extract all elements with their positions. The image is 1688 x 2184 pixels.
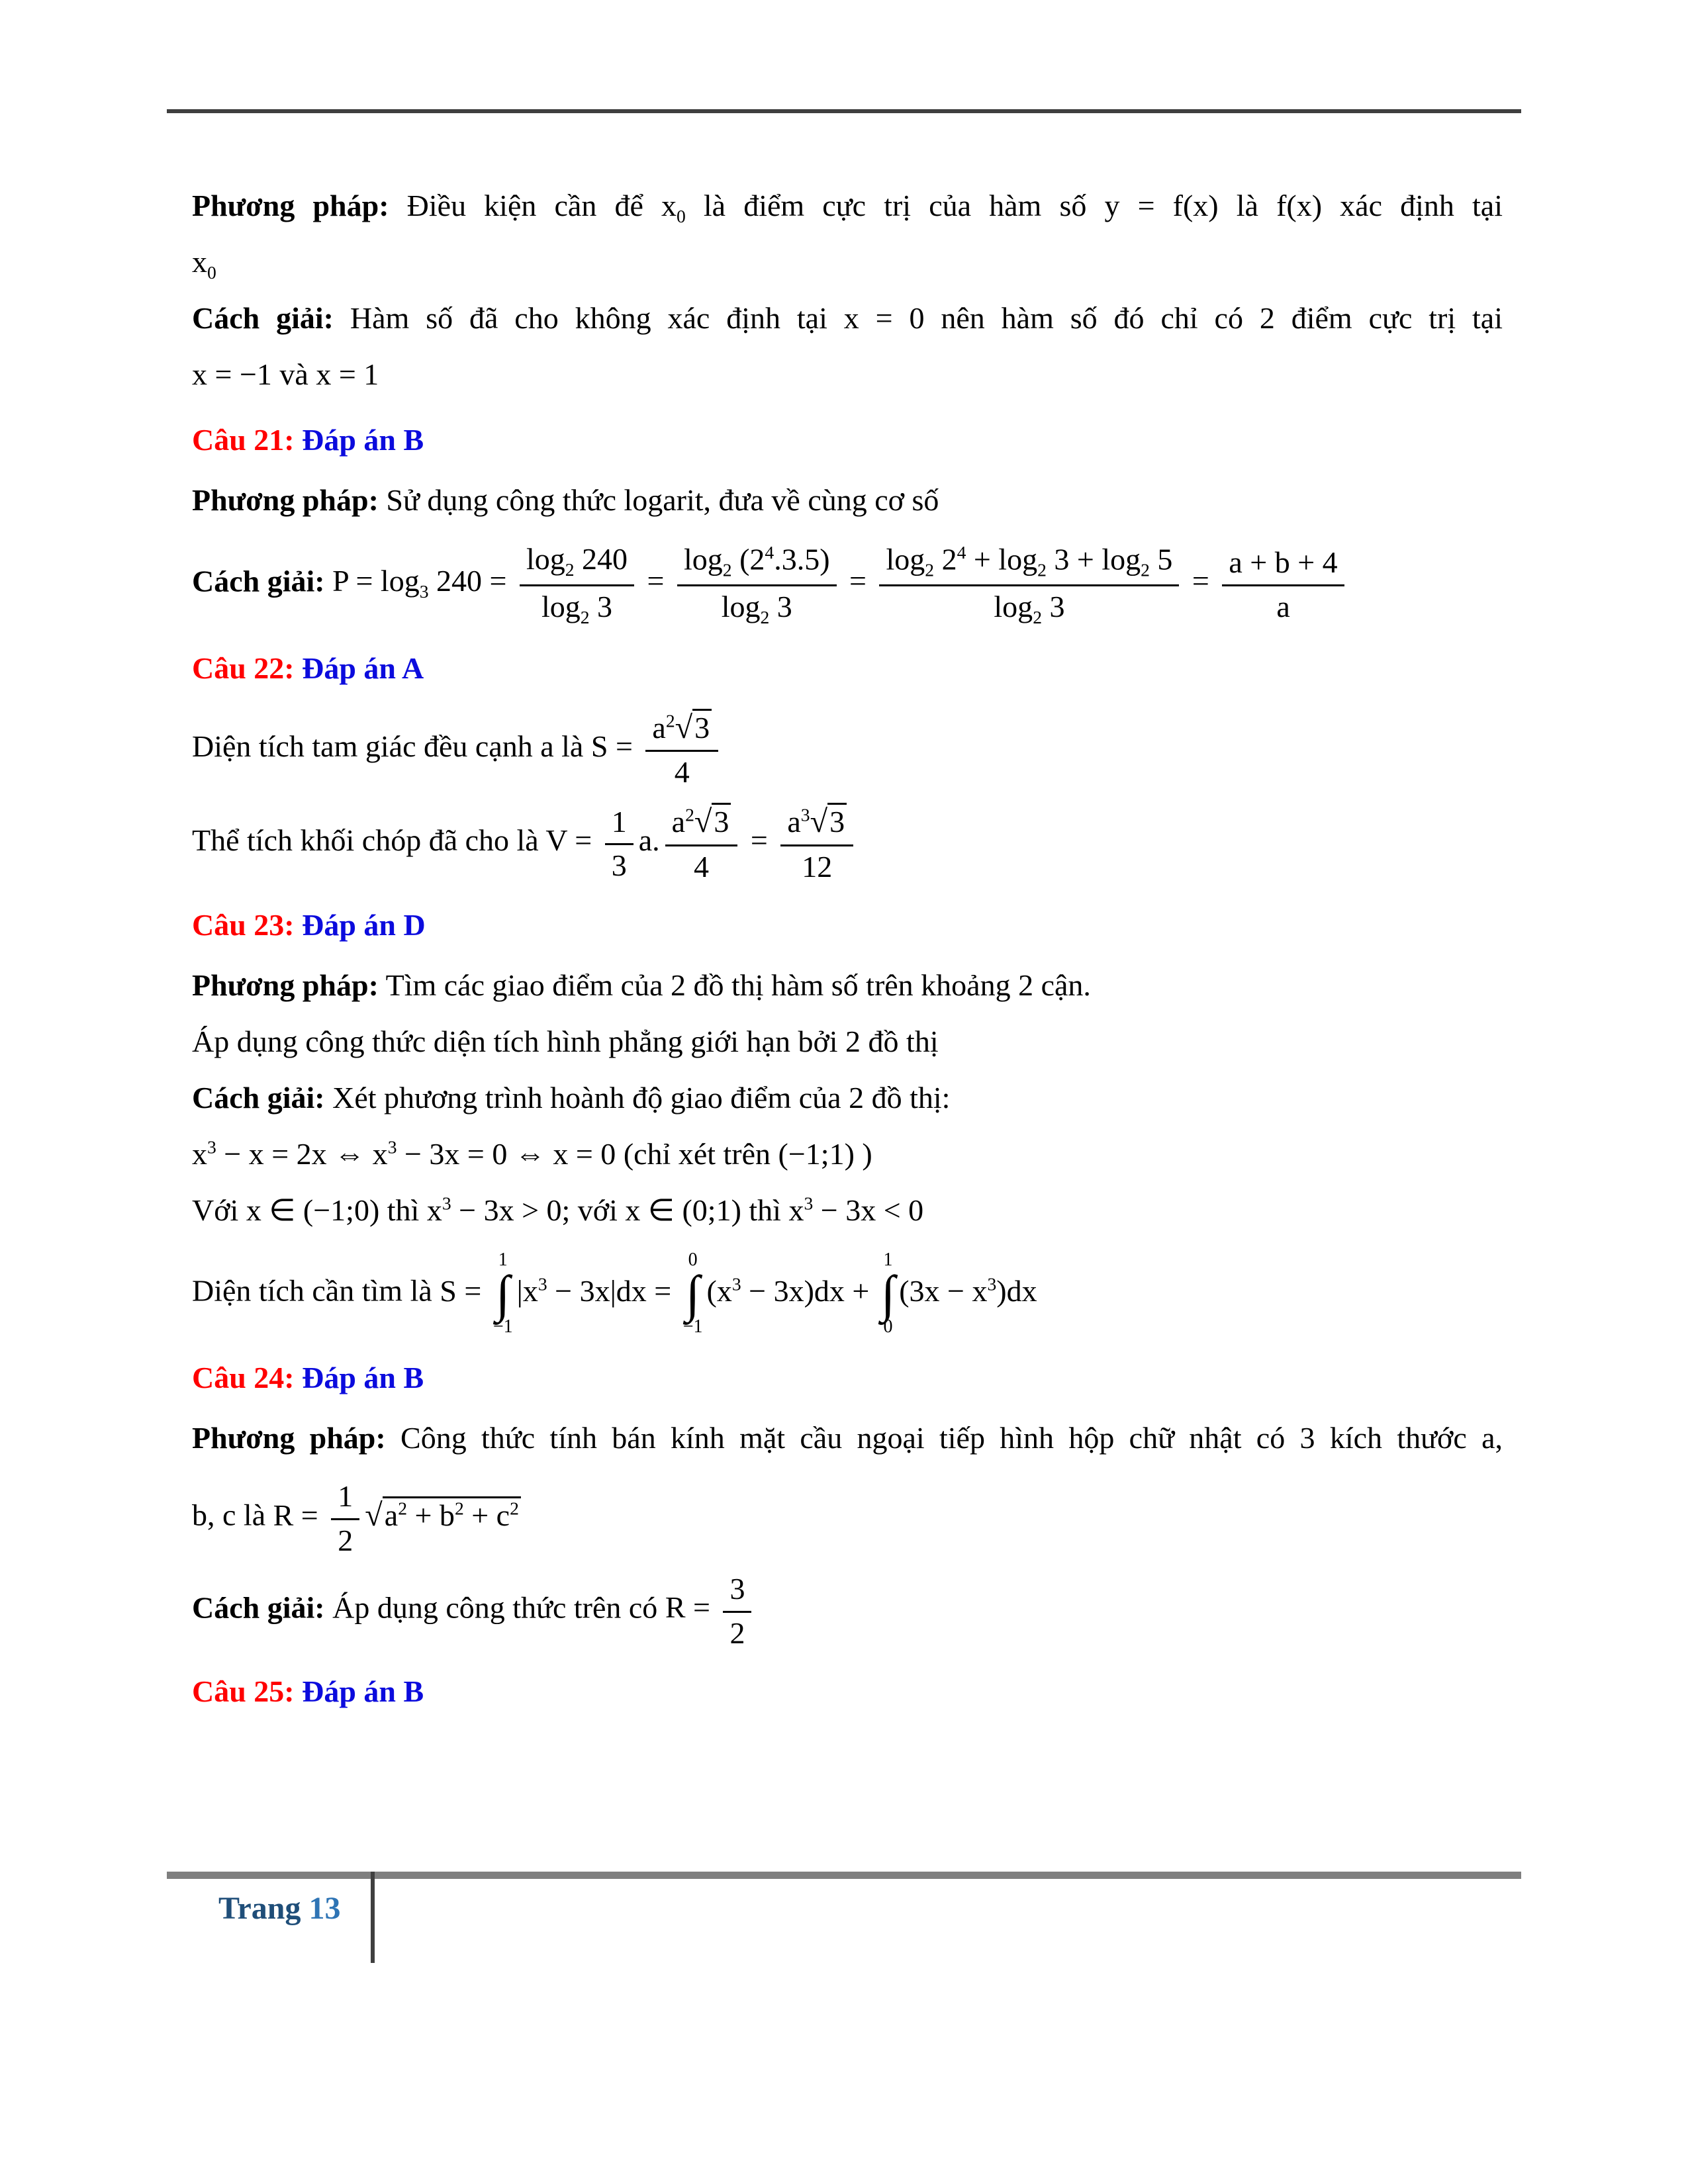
label-method: Phương pháp:: [192, 968, 379, 1002]
heading-question-23: [192, 897, 1503, 953]
math-run-volume: V = $\frac{1}{3}$ a. $\frac{a^2√3}{4}$ = $\frac{a^3√3}{12}$: [545, 823, 859, 857]
math-run-radius: R = $\frac{1}{2}$ $√a^2 + b^2 + c^2$: [273, 1498, 521, 1532]
answer-label: Đáp án B: [294, 423, 424, 457]
math-run: $x^3 - 3x < 0$: [788, 1193, 924, 1228]
text-run: Điều kiện cần để: [389, 189, 661, 222]
text-run: thì: [379, 1193, 427, 1228]
text-run: Thể tích khối chóp đã cho là: [192, 823, 546, 857]
question-number: Câu 23:: [192, 907, 295, 942]
heading-question-22: [192, 640, 1503, 696]
label-method: Phương pháp:: [192, 1421, 386, 1455]
footer-vertical-line: [371, 1872, 375, 1963]
text-run: b, c là: [192, 1498, 273, 1532]
text-run: nên hàm số đó chỉ có 2 điểm cực trị tại: [924, 301, 1503, 336]
math-run: y = f(x): [1104, 189, 1219, 222]
paragraph-method-20: [192, 177, 1503, 234]
text-run: Với: [192, 1193, 246, 1228]
footer-rule: [167, 1872, 1521, 1879]
footer-label: Trang: [218, 1891, 301, 1926]
text-run: [325, 564, 333, 598]
text-run: ): [854, 1137, 872, 1171]
math-run-equation: $x^3 - x = 2x$ ⇔ $x^3 - 3x = 0$ ⇔ x = 0: [192, 1136, 616, 1171]
math-run-integral: S = 1 ∫ −1 $|x^3 - 3x|dx$ = 0 ∫ −1 $(x^3 - 3x)dx$ + 1 ∫ 0 $(3x - x^3)dx$: [440, 1250, 1037, 1338]
page-footer: [218, 1890, 340, 1927]
paragraph-solution-20: [192, 290, 1503, 346]
text-run: xác định tại: [1322, 189, 1503, 222]
math-run: $x_0$: [192, 245, 216, 283]
math-run: f(x): [1276, 189, 1323, 222]
question-number: Câu 21:: [192, 423, 295, 457]
question-number: Câu 24:: [192, 1360, 295, 1394]
paragraph-method-24: [192, 1410, 1503, 1466]
label-solution: Cách giải:: [192, 1590, 325, 1625]
label-method: Phương pháp:: [192, 189, 389, 222]
math-run: x = 0: [843, 301, 925, 336]
math-run-radius-value: R = $\frac{3}{2}$: [665, 1590, 757, 1624]
text-run: Công thức tính bán kính mặt cầu ngoại tiếp hình hộp chữ nhật có 3 kích thước a,: [385, 1421, 1503, 1455]
math-run-interval: (−1;1): [778, 1137, 855, 1171]
text-run: Sử dụng công thức logarit, đưa về cùng cơ số: [378, 483, 939, 518]
paragraph-triangle-area: [192, 708, 1503, 790]
text-run: Áp dụng công thức trên có: [324, 1590, 665, 1625]
text-run: Xét phương trình hoành độ giao điểm của 2 đồ thị:: [324, 1080, 951, 1115]
paragraph-method-23b: [192, 1013, 1503, 1069]
paragraph-method-23: [192, 957, 1503, 1013]
text-run: với: [570, 1193, 626, 1228]
math-run: $x_0$: [661, 189, 686, 227]
text-run: Diện tích cần tìm là: [192, 1273, 440, 1308]
label-solution: Cách giải:: [192, 301, 334, 336]
text-run: là: [1218, 189, 1277, 222]
text-run: và: [271, 357, 316, 392]
top-rule: [167, 109, 1521, 113]
paragraph-equation-roots: [192, 1126, 1503, 1182]
math-run: x ∈ (−1;0): [246, 1193, 380, 1228]
text-run: Áp dụng công thức diện tích hình phẳng giới hạn bởi 2 đồ thị: [192, 1024, 939, 1058]
text-run: Hàm số đã cho không xác định tại: [334, 301, 844, 336]
text-run: (chỉ xét trên: [616, 1137, 778, 1171]
paragraph-method-21: [192, 472, 1503, 528]
answer-label: Đáp án D: [294, 907, 426, 942]
paragraph-solution-21: [192, 541, 1503, 628]
math-run-logarithm: $P = \log_3 240$ = $\frac{\log_2 240}{\log_2 3}$ = $\frac{\log_2 (2^4.3.5)}{\log_2 3}$ = $\frac{\log_2 2^4 + \log_2 3 + \log_2 5}{\log_2 3}$ = $\frac{a + b + 4}{a}$: [332, 564, 1350, 598]
answer-label: Đáp án A: [294, 651, 424, 685]
page-number: 13: [308, 1891, 341, 1926]
text-run: Diện tích tam giác đều cạnh a là: [192, 729, 591, 763]
paragraph-x0: [192, 234, 1503, 290]
math-run: $x^3 - 3x > 0$;: [426, 1193, 571, 1228]
paragraph-solution-24: [192, 1570, 1503, 1651]
answer-label: Đáp án B: [294, 1674, 424, 1708]
paragraph-extrema-values: [192, 346, 1503, 402]
question-number: Câu 25:: [192, 1674, 295, 1708]
paragraph-sign-analysis: [192, 1182, 1503, 1238]
paragraph-radius-formula: [192, 1478, 1503, 1559]
paragraph-pyramid-volume: [192, 802, 1503, 884]
text-run: là điểm cực trị của hàm số: [685, 189, 1105, 222]
heading-question-21: [192, 412, 1503, 468]
math-run-area: S = $\frac{a^2√3}{4}$: [591, 729, 724, 763]
answer-label: Đáp án B: [294, 1360, 424, 1394]
heading-question-24: [192, 1349, 1503, 1406]
label-method: Phương pháp:: [192, 483, 379, 518]
math-run: x ∈ (0;1): [625, 1193, 741, 1228]
heading-question-25: [192, 1663, 1503, 1719]
math-run: x = 1: [316, 357, 379, 392]
math-run: x = −1: [192, 357, 272, 392]
paragraph-solution-23: [192, 1069, 1503, 1126]
text-run: thì: [741, 1193, 789, 1228]
label-solution: Cách giải:: [192, 564, 325, 598]
label-solution: Cách giải:: [192, 1080, 325, 1115]
paragraph-integral-area: [192, 1250, 1503, 1338]
question-number: Câu 22:: [192, 651, 295, 685]
document-content: [192, 177, 1503, 1723]
text-run: Tìm các giao điểm của 2 đồ thị hàm số trên khoảng 2 cận.: [378, 968, 1091, 1002]
